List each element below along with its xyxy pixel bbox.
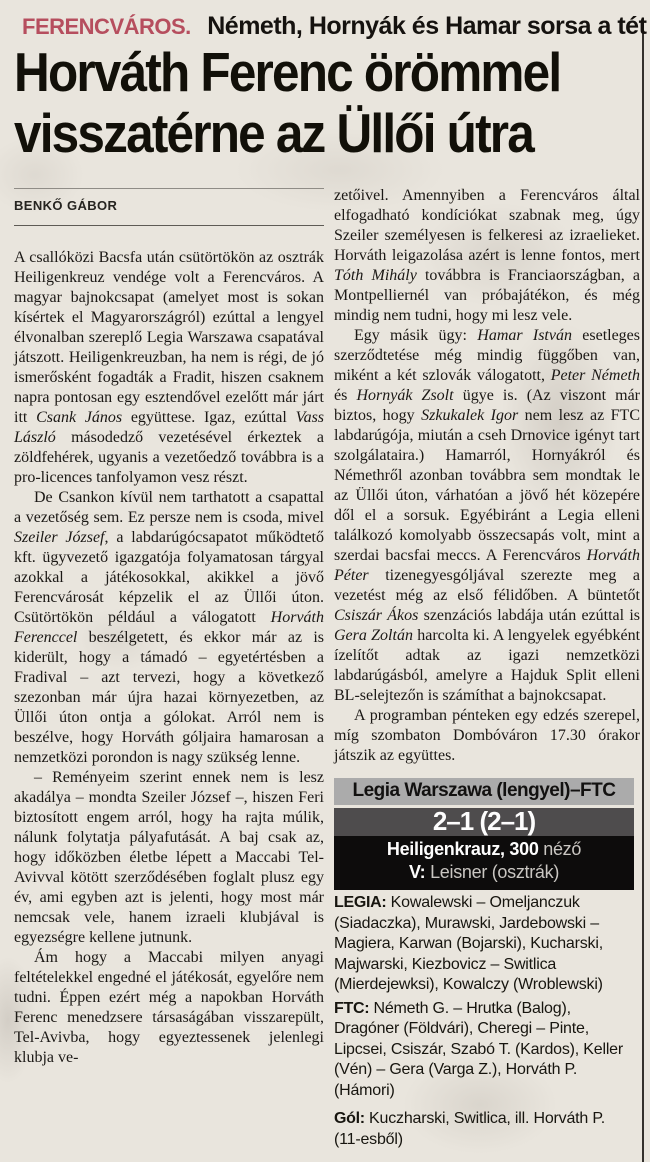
text-run: zetőivel. Amennyiben a Ferencváros által elfogadható kondíciókat szabnak meg, úgy Szeiler személyesen is felkeresi az izraelieket. Horváth leigazolása azért is lenne fontos, mert [334,187,640,264]
person-name: Gera Zoltán [334,627,413,644]
text-run: ügye is. (Az viszont már biztos, hogy [334,387,641,424]
text-run: – Reményeim szerint ennek nem is lesz akadálya – mondta Szeiler József –, hiszen Feri biztosított engem arról, hogy ha rajta múlik, nálunk folytatja pályafutását. A baj csak az, hogy időközben életbe lépett a Maccabi Tel-Avivval kötött szerződésében foglalt plusz egy év, ami egyben azt is jelenti, hogy most már nemcsak vele, hanem izraeli klubjával is egyezségre kellene jutnunk. [14,769,324,946]
text-run: nem lesz az FTC labdarúgója, miután a cseh Drnovice igényt tart szolgálataira.) Hamarról, Hornyákról és Némethről azonban továbbra sem mondtak le az Üllői úton, várhatóan a jövő hét közepére dől el a sorsuk. Egyébiránt a Legia elleni találkozó komolyabb összecsapás volt, mint a szerdai bacsfai meccs. A Ferencváros [334,407,640,564]
article-paragraph-1 [14,248,324,488]
lineup-legia-label: LEGIA: [334,894,387,911]
referee-name: Leisner (osztrák) [425,862,560,882]
text-run: De Csankon kívül nem tarthatott a csapattal a vezetőség sem. Ez persze nem is csoda, mivel [14,489,324,526]
text-run: A csallóközi Bacsfa után csütörtökön az osztrák Heiligenkreuz vendége volt a Ferencváros. A magyar bajnokcsapat (amelyet most is sokan kísértek el Magyarországról) ezúttal a lengyel élvonalban szereplő Legia Warszawa csapatával játszott. Heiligenkreuzban, ha nem is régi, de jó ismerősként fogadták a Fradit, hiszen csaknem napra pontosan egy esztendővel ezelőtt már járt itt [14,249,324,426]
referee-label: V: [408,862,426,882]
article-column-left [14,188,324,1068]
text-run: , a labdarúgócsapatot működtető kft. ügyvezető igazgatója folyamatosan tárgyal azokkal a játékosokkal, akikkel a jövő Ferencvárosát képzelik el az Üllői úton. Csütörtökön például a válogatott [14,529,324,626]
text-run: beszélgetett, és ekkor már az is kiderült, hogy a támadó – egyetértésben a Fradival – azt tervezi, hogy a következő szezonban már újra hazai környezetben, az Üllői úton ontja a gólokat. Arról nem is beszélve, hogy Horváth góljaira hamarosan a nemzetközi porondon is nagy szükség lenne. [14,629,324,766]
column-divider-line [642,28,644,1162]
text-run: harcolta ki. A lengyelek egyébként ízelítőt adtak az igazi nemzetközi labdarúgásból, amelyre a Hajduk Split elleni BL-selejtezőn is számíthat a bajnokcsapat. [334,627,641,704]
kicker [22,12,646,41]
lineup-ftc-players: Németh G. – Hrutka (Balog), Dragóner (Földvári), Cheregi – Pinte, Lipcsei, Csiszár, Szabó T. (Kardos), Keller (Vén) – Gera (Varga Z.), Horváth P. (Hámori) [334,999,624,1099]
lineup-ftc [334,999,634,1102]
byline-block [14,188,324,226]
kicker-tag: FERENCVÁROS. [22,14,191,39]
text-run: másodedző vezetésével érkeztek a zöldfehérek, ugyanis a vezetőedző továbbra is a pro-licences tanfolyamon vesz részt. [14,429,324,486]
goals-line [334,1109,634,1150]
goals-label: Gól: [334,1110,365,1127]
match-title: Legia Warszawa (lengyel)–FTC [334,778,634,805]
headline [14,42,560,164]
text-run: továbbra is Franciaországban, a Montpelliernél van próbajátékon, és még mindig nem tudni, hogy mi lesz vele. [334,267,640,324]
text-run: tizenegyesgóljával szerezte meg a vezetést még az első félidőben. A büntetőt [334,567,640,604]
lineup-ftc-label: FTC: [334,999,370,1017]
person-name: Tóth Mihály [334,267,417,284]
headline-line-2: visszatérne az Üllői útra [14,102,533,164]
person-name: Hamar István [477,327,572,344]
lineup-legia-players: Kowalewski – Omeljanczuk (Siadaczka), Murawski, Jardebowski – Magiera, Karwan (Bojarski), Kucharski, Majwarski, Kiezbovicz – Switlica (Mierdejewksi), Kowalczy (Wroblewski) [334,894,603,993]
text-run: és [334,387,357,404]
byline: BENKŐ GÁBOR [14,198,118,213]
person-name: Peter Németh [550,367,640,384]
match-score: 2–1 (2–1) [334,808,634,836]
headline-line-1: Horváth Ferenc örömmel [14,41,561,103]
person-name: Horváth Péter [334,547,640,584]
venue-and-attendance: Heiligenkrauz, 300 [386,839,539,859]
match-referee [334,862,634,882]
article-paragraph-2 [14,488,324,768]
lineup-legia [334,893,634,996]
score-block [334,808,634,890]
text-run: Ám hogy a Maccabi milyen anyagi feltételekkel engedné el játékosát, egyelőre nem tudni. Éppen ezért még a napokban Horváth Ferenc menedzsere társaságában visszarepült, Tel-Avivba, hogy egyeztessenek jelenlegi klubja ve- [14,949,324,1066]
person-name: Szeiler József [14,529,105,546]
article-paragraph-5 [334,186,640,326]
text-run: A programban pénteken egy edzés szerepel, míg szombaton Dombóváron 17.30 órakor játszik az együttes. [334,707,640,764]
kicker-subtitle: Németh, Hornyák és Hamar sorsa a tét [207,12,647,40]
text-run: együttese. Igaz, ezúttal [122,409,296,426]
text-run: Egy másik ügy: [354,327,478,344]
person-name: Hornyák Zsolt [356,387,454,404]
person-name: Szkukalek Igor [421,407,519,424]
match-venue [334,839,634,859]
person-name: Csiszár Ákos [334,607,419,624]
article-column-right [334,186,640,1150]
article-paragraph-3 [14,768,324,948]
article-paragraph-6 [334,326,640,706]
text-run: szenzációs labdája után ezúttal is [418,607,640,624]
article-paragraph-7 [334,706,640,766]
person-name: Horváth Ferenccel [14,609,324,646]
article-paragraph-4 [14,948,324,1068]
attendance-label: néző [538,839,582,859]
person-name: Csank János [36,409,123,426]
goals-scorers: Kuczharski, Switlica, ill. Horváth P. (11-esből) [334,1110,605,1148]
text-run: esetleges szerződtetése még mindig függőben van, miként a két szlovák válogatott, [334,327,641,384]
person-name: Vass László [14,409,325,446]
match-report-box [334,778,634,1150]
